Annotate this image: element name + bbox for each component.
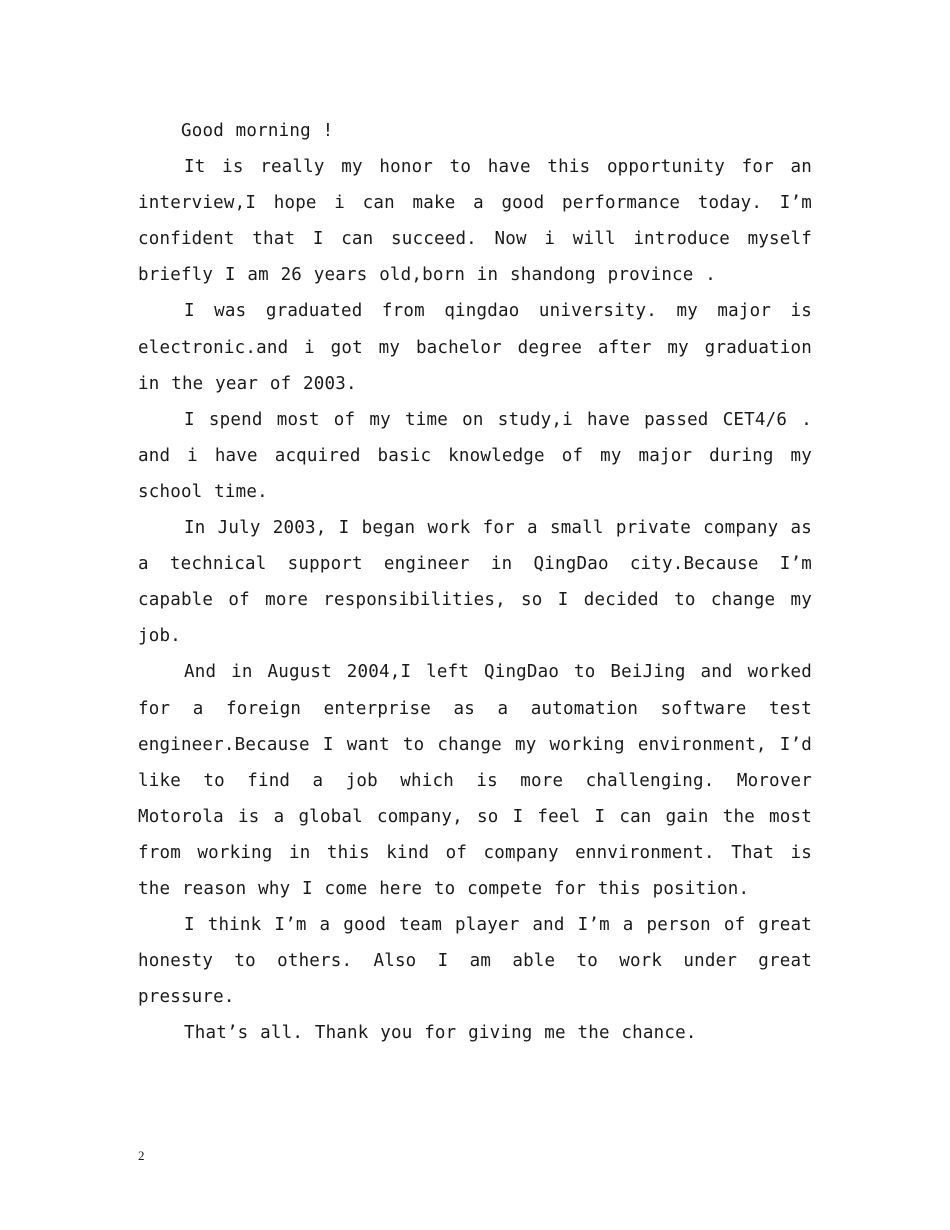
paragraph-education: I was graduated from qingdao university. my major is electronic.and i got my bachelor degree after my graduation in the year of 2003. bbox=[138, 301, 812, 394]
paragraph-intro: It is really my honor to have this opportunity for an interview,I hope i can make a good performance today. I’m confident that I can succeed. Now i will introduce myself briefly I am 26 years old,born in shandong province . bbox=[138, 157, 812, 286]
paragraph-study: I spend most of my time on study,i have passed CET4/6 . and i have acquired basic knowledge of my major during my school time. bbox=[138, 409, 812, 502]
paragraph-personality: I think I’m a good team player and I’m a person of great honesty to others. Also I am able to work under great pressure. bbox=[138, 915, 812, 1008]
paragraph-closing: That’s all. Thank you for giving me the chance. bbox=[184, 1023, 697, 1044]
greeting-line: Good morning ! bbox=[181, 121, 334, 141]
paragraph-first-job: In July 2003, I began work for a small private company as a technical support engineer in QingDao city.Because I’m capable of more responsibilities, so I decided to change my job. bbox=[138, 518, 812, 647]
paragraph-second-job: And in August 2004,I left QingDao to BeiJing and worked for a foreign enterprise as a automation software test engineer.Because I want to change my working environment, I’d like to find a job which is more challenging. Morover Motorola is a global company, so I feel I can gain the most from working in this kind of company ennvironment. That is the reason why I come here to compete for this position. bbox=[138, 662, 812, 899]
page-number: 2 bbox=[138, 1148, 145, 1163]
document-body bbox=[138, 113, 812, 1051]
